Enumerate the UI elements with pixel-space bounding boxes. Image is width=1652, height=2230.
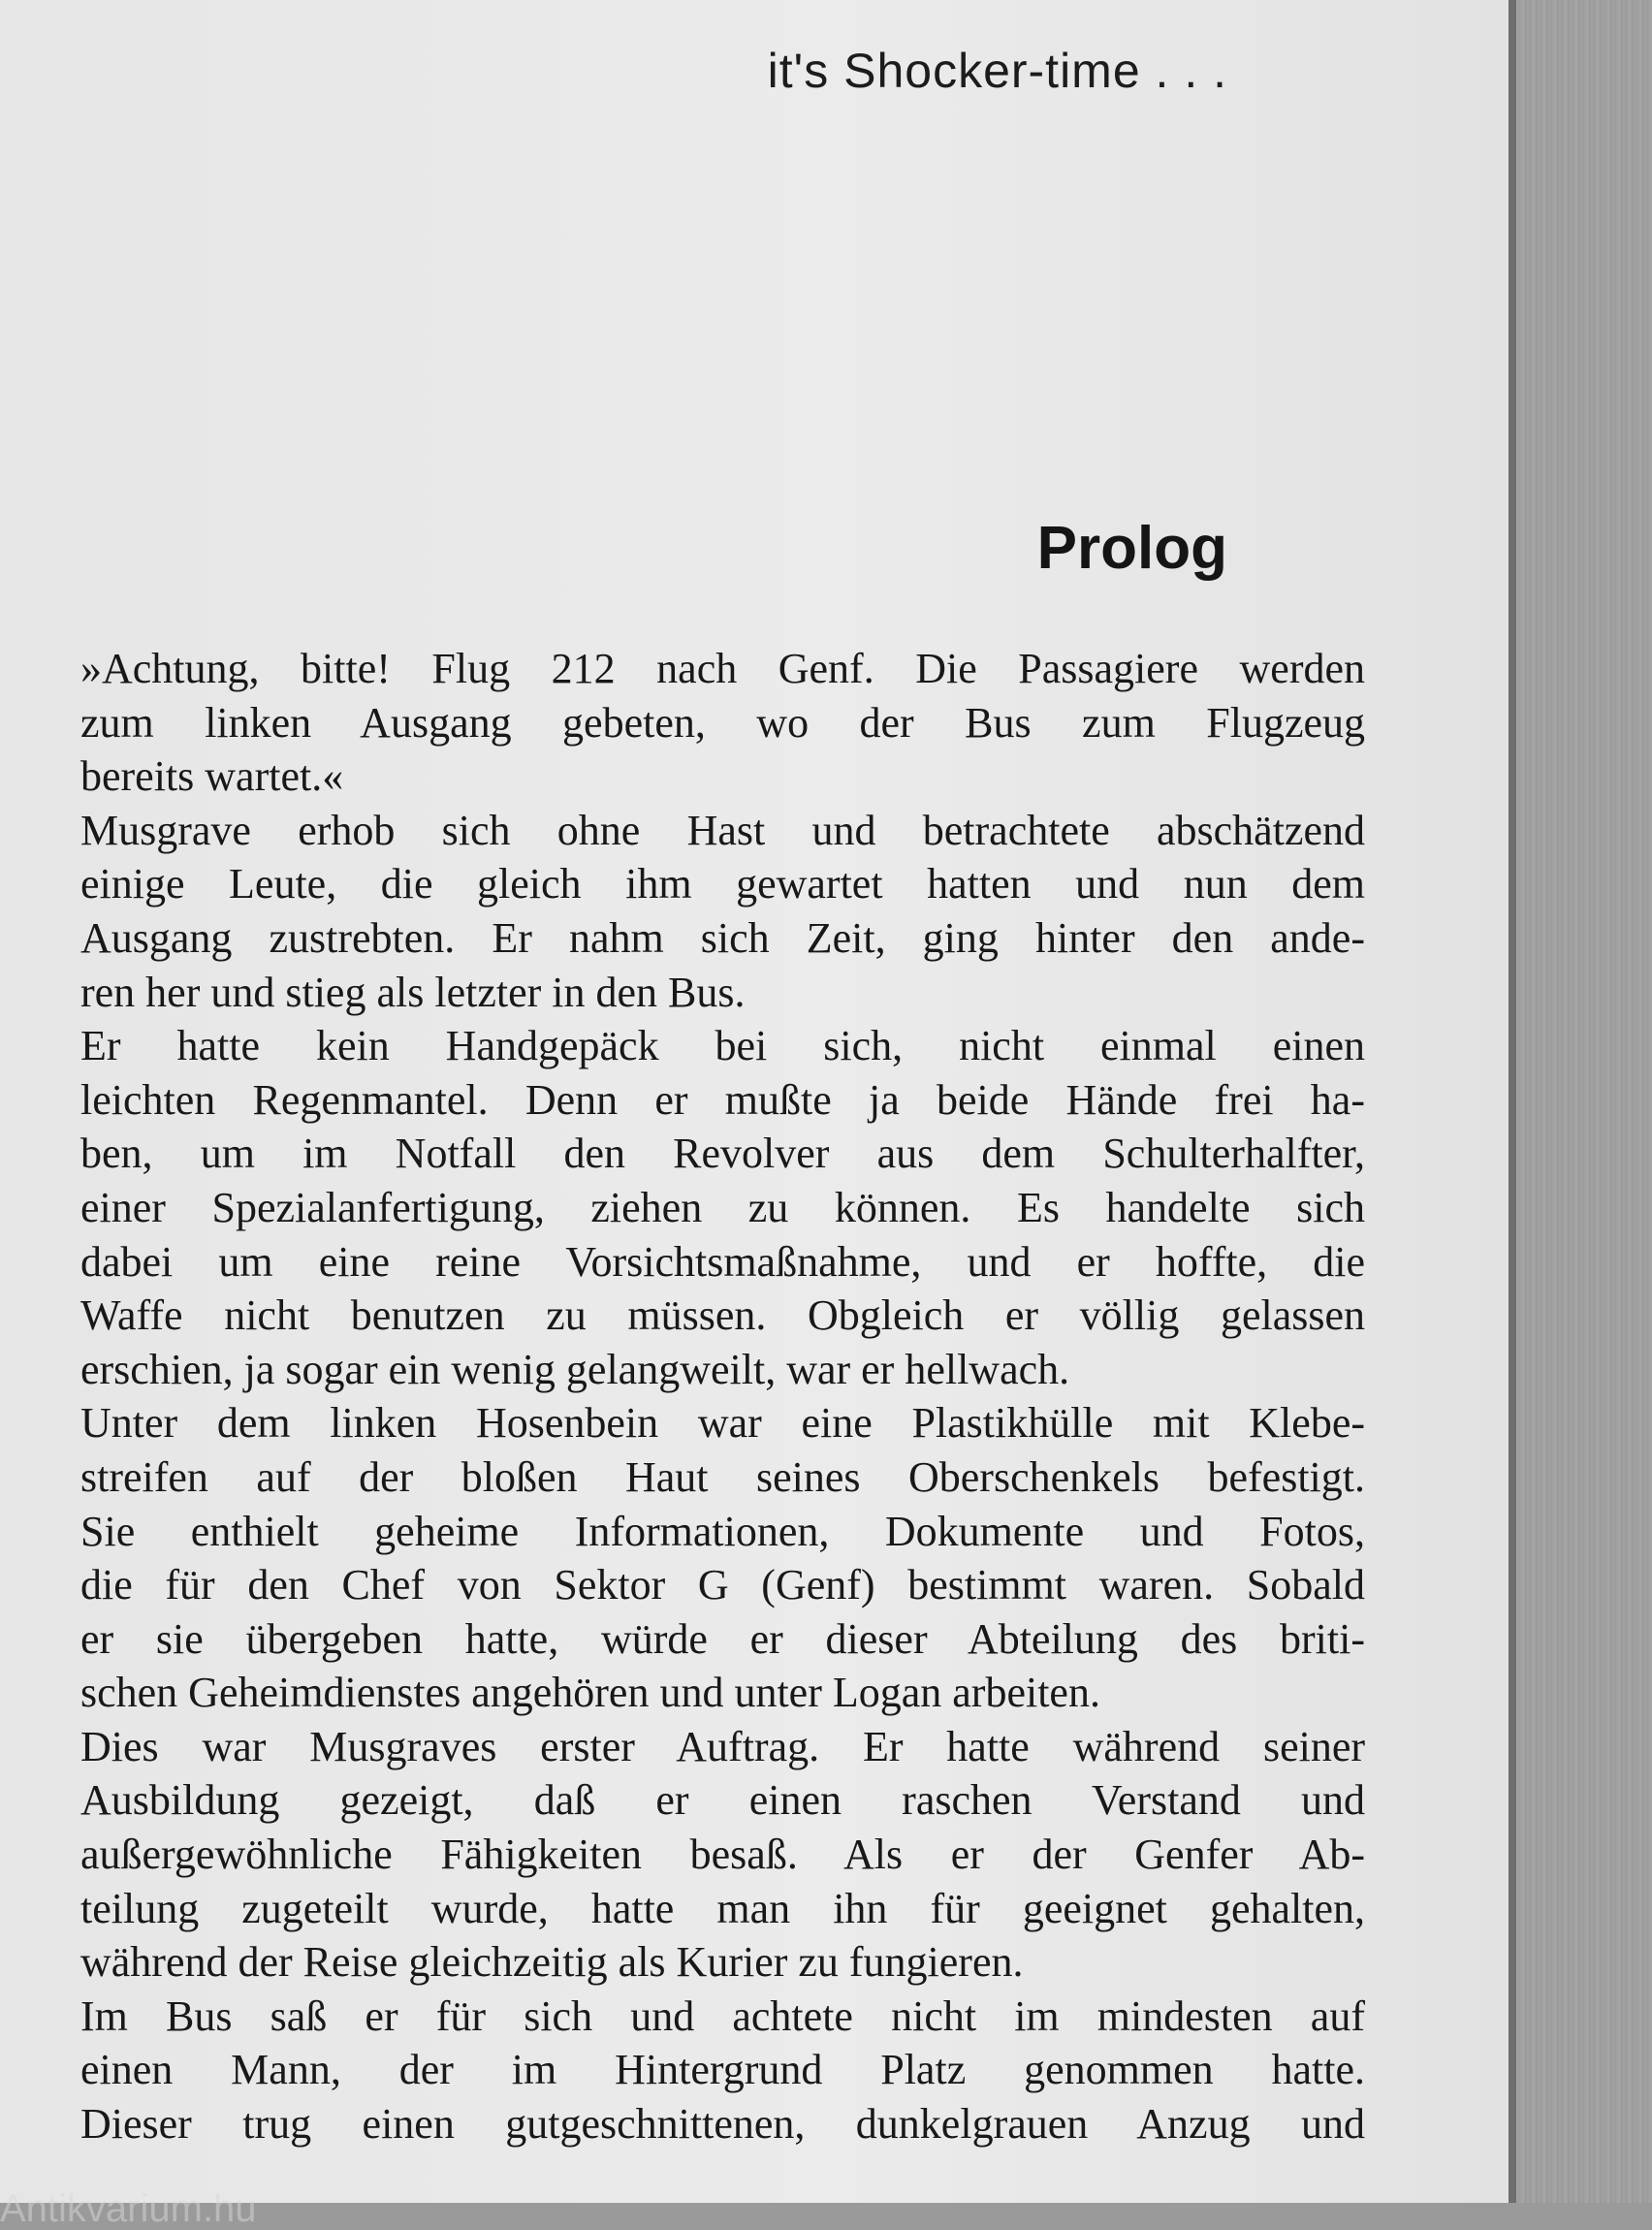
page-edge (1509, 0, 1516, 2203)
text-line: streifen auf der bloßen Haut seines Oberschenkels befestigt. (80, 1452, 1365, 1501)
text-line: leichten Regenmantel. Denn er mußte ja beide Hände frei ha- (80, 1075, 1365, 1124)
text-line: Ausbildung gezeigt, daß er einen raschen Verstand und (80, 1776, 1365, 1825)
text-line: Er hatte kein Handgepäck bei sich, nicht einmal einen (80, 1022, 1365, 1070)
paragraph (80, 1990, 1365, 2151)
background-surface (1516, 0, 1652, 2203)
text-line: bereits wartet.« (80, 752, 344, 801)
paragraph (80, 1396, 1365, 1720)
text-line: Ausgang zustrebten. Er nahm sich Zeit, ging hinter den ande- (80, 913, 1365, 962)
watermark: Antikvarium.hu (0, 2187, 257, 2230)
chapter-title: Prolog (1036, 515, 1227, 582)
running-header: it's Shocker-time . . . (767, 44, 1227, 98)
text-line: Sie enthielt geheime Informationen, Dokumente und Fotos, (80, 1507, 1365, 1555)
text-line: ben, um im Notfall den Revolver aus dem Schulterhalfter, (80, 1130, 1365, 1178)
text-line: ren her und stieg als letzter in den Bus. (80, 968, 746, 1016)
text-line: außergewöhnliche Fähigkeiten besaß. Als er der Genfer Ab- (80, 1831, 1365, 1879)
text-line: Im Bus saß er für sich und achtete nicht im mindesten auf (80, 1991, 1365, 2040)
text-line: zum linken Ausgang gebeten, wo der Bus zum Flugzeug (80, 698, 1365, 747)
text-line: er sie übergeben hatte, würde er dieser Abteilung des briti- (80, 1614, 1365, 1663)
text-line: einen Mann, der im Hintergrund Platz genommen hatte. (80, 2046, 1365, 2094)
text-line: einer Spezialanfertigung, ziehen zu können. Es handelte sich (80, 1183, 1365, 1231)
text-line: Musgrave erhob sich ohne Hast und betrachtete abschätzend (80, 806, 1365, 854)
text-line: schen Geheimdienstes angehören und unter Logan arbeiten. (80, 1669, 1100, 1717)
text-line: erschien, ja sogar ein wenig gelangweilt, war er hellwach. (80, 1345, 1070, 1393)
text-line: dabei um eine reine Vorsichtsmaßnahme, und er hoffte, die (80, 1237, 1365, 1286)
paragraph (80, 1019, 1365, 1396)
paragraph (80, 804, 1365, 1019)
text-line: Dies war Musgraves erster Auftrag. Er hatte während seiner (80, 1722, 1365, 1770)
text-line: teilung zugeteilt wurde, hatte man ihn für geeignet gehalten, (80, 1884, 1365, 1932)
text-line: während der Reise gleichzeitig als Kurier zu fungieren. (80, 1938, 1024, 1987)
text-line: »Achtung, bitte! Flug 212 nach Genf. Die Passagiere werden (80, 645, 1365, 692)
text-line: einige Leute, die gleich ihm gewartet hatten und nun dem (80, 860, 1365, 908)
paragraph (80, 1720, 1365, 1990)
text-line: Unter dem linken Hosenbein war eine Plastikhülle mit Klebe- (80, 1399, 1365, 1448)
text-line: die für den Chef von Sektor G (Genf) bestimmt waren. Sobald (80, 1561, 1365, 1609)
paragraph (80, 642, 1365, 804)
text-line: Waffe nicht benutzen zu müssen. Obgleich er völlig gelassen (80, 1291, 1365, 1340)
body-text (80, 642, 1365, 2151)
text-line: Dieser trug einen gutgeschnittenen, dunkelgrauen Anzug und (80, 2100, 1365, 2149)
